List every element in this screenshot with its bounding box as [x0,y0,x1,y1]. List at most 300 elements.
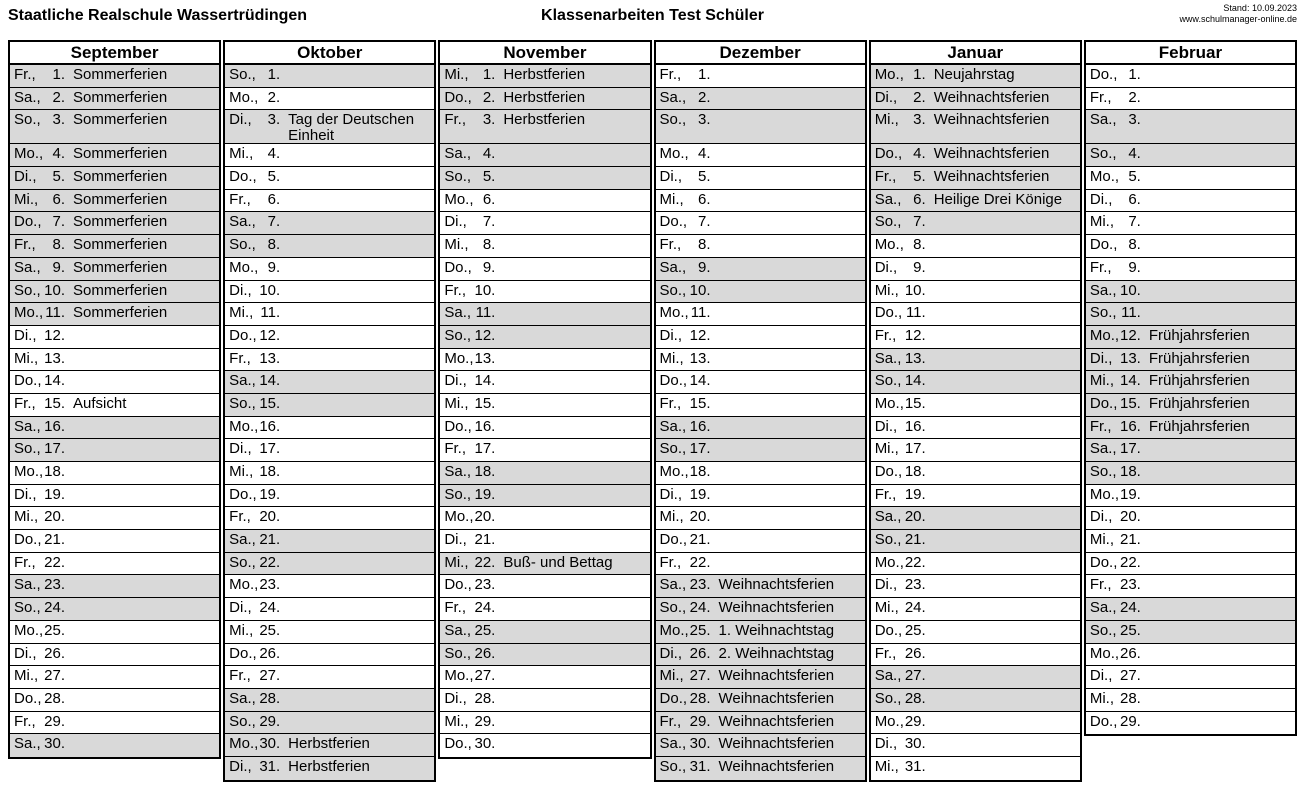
day-number: 19. [259,485,281,503]
day-number: 4. [267,145,281,163]
day-of-week: Di., [14,168,37,186]
day-number: 7. [913,213,926,231]
day-number: 2. [52,88,65,106]
day-number: 4. [913,145,926,163]
day-number: 26. [904,644,926,662]
day-number: 2. [482,88,496,106]
day-label: Weihnachtsferien [718,757,835,775]
day-cell [440,712,649,735]
day-number: 1. [52,66,65,83]
day-of-week: Mi., [14,508,39,526]
day-of-week: Do., [874,621,903,639]
day-label: Herbstferien [288,735,370,753]
day-cell [225,734,434,757]
day-of-week: Sa., [659,88,687,106]
day-number: 9. [913,258,926,276]
day-cell [440,235,649,258]
day-number: 19. [904,485,926,503]
day-number: 31. [259,757,281,775]
day-of-week: Fr., [874,485,897,503]
day-cell [440,303,649,326]
day-of-week: Mi., [444,66,469,83]
day-cell [1086,371,1295,394]
day-of-week: Fr., [444,281,467,299]
day-of-week: Fr., [1089,258,1112,276]
day-of-week: Mi., [1089,531,1115,549]
day-of-week: Do., [14,531,42,549]
day-number: 15. [44,394,65,412]
day-cell [440,144,649,167]
day-cell [656,734,865,757]
day-number: 25. [689,621,711,639]
day-of-week: Do., [14,213,42,231]
day-of-week: Sa., [874,349,902,367]
day-of-week: So., [229,712,256,730]
day-number: 5. [913,168,926,186]
day-cell [225,144,434,167]
day-of-week: Do., [229,168,257,186]
day-label: Weihnachtsferien [718,735,835,753]
day-of-week: Mi., [14,190,39,208]
day-of-week: Di., [874,417,898,435]
day-label: Sommerferien [73,88,168,106]
day-cell [440,349,649,372]
day-of-week: So., [14,281,41,299]
day-label: Sommerferien [73,145,168,163]
day-label: Herbstferien [503,111,586,129]
day-number: 28. [259,689,281,707]
day-number: 22. [474,553,496,571]
day-cell [1086,530,1295,553]
day-number: 23. [689,576,711,594]
day-number: 21. [474,531,496,549]
day-cell [871,371,1080,394]
day-of-week: Mi., [14,667,39,685]
day-of-week: Sa., [229,213,256,231]
day-number: 8. [267,236,281,254]
day-of-week: Do., [1089,394,1118,412]
day-cell [656,689,865,712]
month-column [654,40,867,782]
day-number: 1. [698,66,711,83]
day-number: 1. [913,66,926,83]
day-of-week: So., [14,599,41,617]
day-cell [656,65,865,88]
day-of-week: Sa., [659,258,687,276]
day-of-week: So., [14,440,41,458]
day-cell [440,190,649,213]
day-number: 8. [913,236,926,254]
day-number: 28. [44,689,65,707]
day-of-week: Di., [229,440,252,458]
day-of-week: Fr., [874,326,897,344]
day-number: 4. [1128,145,1141,163]
day-label: Neujahrstag [933,66,1015,83]
day-of-week: Di., [1089,190,1113,208]
day-cell [440,689,649,712]
day-number: 9. [267,258,281,276]
day-number: 18. [689,463,711,480]
day-cell [871,281,1080,304]
day-number: 24. [1120,599,1141,617]
day-cell [1086,167,1295,190]
day-of-week: Di., [874,735,898,753]
day-cell [225,507,434,530]
month-title: Februar [1086,42,1295,65]
day-number: 18. [1120,463,1141,480]
day-number: 10. [44,281,65,299]
day-cell [1086,326,1295,349]
day-number: 20. [474,508,496,526]
day-of-week: Mo., [14,145,44,163]
day-number: 12. [44,326,65,344]
day-cell [225,303,434,326]
day-label: Frühjahrsferien [1148,394,1250,412]
day-cell [656,439,865,462]
day-cell [225,65,434,88]
day-number: 25. [44,621,65,639]
day-of-week: Mo., [1089,485,1120,503]
day-number: 28. [689,689,711,707]
day-of-week: Mi., [229,145,254,163]
day-cell [1086,507,1295,530]
day-cell [1086,462,1295,485]
day-cell [440,734,649,757]
day-cell [440,598,649,621]
document-title: Klassenarbeiten Test Schüler [541,7,764,24]
day-number: 13. [474,349,496,367]
day-of-week: Do., [659,689,688,707]
day-cell [1086,235,1295,258]
day-label: Frühjahrsferien [1148,326,1250,344]
day-of-week: Sa., [229,689,256,707]
day-cell [10,553,219,576]
day-of-week: So., [444,326,472,344]
month-days [871,65,1080,780]
day-cell [10,575,219,598]
day-number: 3. [913,111,926,129]
day-number: 14. [1120,372,1141,390]
day-cell [225,666,434,689]
day-number: 20. [689,508,711,526]
day-cell [871,326,1080,349]
day-of-week: Fr., [659,553,682,571]
day-of-week: Sa., [1089,599,1117,617]
day-of-week: Mi., [874,111,899,129]
day-of-week: Fr., [874,644,897,662]
day-of-week: So., [444,168,472,186]
day-cell [871,621,1080,644]
day-number: 9. [1128,258,1141,276]
day-of-week: Do., [444,258,472,276]
day-number: 24. [904,599,926,617]
day-of-week: Mi., [874,440,899,458]
day-of-week: Mo., [14,463,44,480]
day-number: 24. [689,599,711,617]
day-number: 15. [474,394,496,412]
day-of-week: Sa., [874,508,902,526]
day-of-week: Do., [14,689,42,707]
day-of-week: Mo., [659,304,689,322]
day-number: 22. [259,553,281,571]
day-number: 20. [259,508,281,526]
day-number: 12. [904,326,926,344]
day-of-week: Mo., [444,190,474,208]
day-of-week: Mi., [874,757,899,775]
day-of-week: Fr., [1089,88,1112,106]
day-of-week: Mo., [874,394,904,412]
day-cell [225,598,434,621]
day-cell [871,757,1080,780]
day-of-week: Mo., [659,463,689,480]
day-cell [656,644,865,667]
day-number: 7. [267,213,281,231]
day-number: 19. [44,485,65,503]
day-number: 2. [913,88,926,106]
day-number: 19. [1120,485,1141,503]
day-number: 4. [698,145,711,163]
day-number: 23. [904,576,926,594]
day-number: 26. [259,644,281,662]
day-cell [440,371,649,394]
day-cell [440,485,649,508]
day-cell [656,190,865,213]
day-of-week: Di., [229,599,252,617]
day-of-week: Sa., [874,190,902,208]
day-cell [871,462,1080,485]
day-label: Weihnachtsferien [933,88,1050,106]
day-of-week: Sa., [14,417,41,435]
day-number: 31. [689,757,711,775]
day-number: 27. [904,667,926,685]
day-number: 13. [904,349,926,367]
day-of-week: Mi., [874,281,899,299]
day-of-week: Mo., [229,735,259,753]
day-number: 29. [904,712,926,730]
day-label: Weihnachtsferien [933,168,1050,186]
month-column [223,40,436,782]
day-label: Frühjahrsferien [1148,417,1250,435]
day-cell [656,598,865,621]
day-of-week: Di., [229,111,252,129]
day-cell [871,666,1080,689]
day-cell [10,258,219,281]
day-of-week: Fr., [14,394,36,412]
day-cell [10,88,219,111]
day-cell [10,507,219,530]
day-of-week: Sa., [14,735,41,753]
day-label: Weihnachtsferien [718,689,835,707]
day-of-week: Mi., [874,599,899,617]
day-of-week: Di., [229,281,252,299]
day-number: 14. [44,372,65,390]
day-of-week: So., [874,372,902,390]
day-cell [656,757,865,780]
day-of-week: Mo., [1089,326,1120,344]
day-of-week: Mi., [1089,213,1115,231]
day-cell [10,621,219,644]
day-number: 1. [267,66,281,83]
day-cell [225,575,434,598]
day-cell [10,644,219,667]
day-of-week: Do., [1089,66,1118,83]
day-cell [1086,621,1295,644]
day-of-week: So., [444,485,472,503]
day-label: 2. Weihnachtstag [718,644,835,662]
day-of-week: Fr., [659,66,682,83]
day-number: 8. [52,236,65,254]
day-of-week: Do., [229,644,257,662]
day-label: Weihnachtsferien [718,667,835,685]
website-url: www.schulmanager-online.de [1179,14,1297,24]
day-cell [656,530,865,553]
day-of-week: Do., [444,735,472,753]
day-label: Sommerferien [73,168,168,186]
day-number: 8. [698,236,711,254]
day-label: Weihnachtsferien [933,111,1050,129]
day-of-week: Sa., [229,372,256,390]
day-cell [225,110,434,144]
day-number: 18. [474,463,496,480]
day-label: Buß- und Bettag [503,553,613,571]
day-number: 16. [904,417,926,435]
day-of-week: Fr., [14,66,36,83]
day-of-week: Mi., [659,508,684,526]
day-of-week: Fr., [229,508,251,526]
day-of-week: Sa., [444,621,472,639]
day-number: 3. [482,111,496,129]
day-cell [10,689,219,712]
day-cell [1086,553,1295,576]
day-number: 15. [1120,394,1141,412]
day-label: Sommerferien [73,236,168,254]
day-of-week: Sa., [444,463,472,480]
day-number: 22. [689,553,711,571]
day-cell [440,110,649,144]
day-cell [871,303,1080,326]
day-cell [1086,144,1295,167]
day-of-week: Do., [874,463,903,480]
day-number: 27. [474,667,496,685]
day-number: 30. [474,735,496,753]
day-of-week: Fr., [659,394,682,412]
day-number: 21. [904,531,926,549]
day-cell [871,144,1080,167]
day-number: 17. [44,440,65,458]
day-of-week: Do., [659,531,688,549]
day-of-week: Do., [444,88,472,106]
day-of-week: So., [659,757,687,775]
day-cell [225,757,434,780]
day-cell [656,371,865,394]
day-of-week: Do., [1089,712,1118,730]
day-cell [10,212,219,235]
day-number: 29. [44,712,65,730]
day-of-week: Di., [14,326,37,344]
calendar [8,40,1297,782]
day-of-week: Mi., [1089,689,1115,707]
day-number: 5. [52,168,65,186]
day-number: 17. [904,440,926,458]
day-number: 8. [482,236,496,254]
day-of-week: Di., [1089,508,1113,526]
day-of-week: Do., [444,417,472,435]
page-meta [1179,3,1297,25]
day-cell [1086,644,1295,667]
day-cell [656,575,865,598]
day-of-week: Mo., [444,667,474,685]
day-cell [225,689,434,712]
day-number: 14. [259,372,281,390]
day-cell [871,598,1080,621]
day-number: 10. [689,281,711,299]
day-of-week: So., [874,213,902,231]
day-label: Herbstferien [503,88,586,106]
day-cell [656,349,865,372]
day-of-week: Fr., [1089,417,1112,435]
day-of-week: So., [1089,145,1117,163]
day-cell [871,734,1080,757]
day-cell [10,144,219,167]
day-cell [440,326,649,349]
day-cell [440,462,649,485]
day-number: 23. [1120,576,1141,594]
month-days [225,65,434,780]
day-of-week: So., [874,531,902,549]
day-number: 12. [474,326,496,344]
day-of-week: Fr., [14,236,36,254]
day-number: 12. [259,326,281,344]
day-of-week: Do., [874,304,903,322]
day-number: 20. [44,508,65,526]
day-of-week: Mo., [229,417,259,435]
day-cell [1086,303,1295,326]
day-of-week: Mo., [14,621,44,639]
day-of-week: Fr., [444,111,467,129]
day-cell [440,417,649,440]
day-of-week: Mo., [229,88,259,106]
day-cell [10,485,219,508]
day-cell [656,88,865,111]
day-number: 4. [52,145,65,163]
day-cell [440,439,649,462]
day-cell [871,88,1080,111]
day-of-week: So., [659,599,687,617]
day-number: 9. [698,258,711,276]
day-cell [871,212,1080,235]
day-number: 29. [474,712,496,730]
day-of-week: Di., [659,644,683,662]
day-of-week: Do., [659,213,688,231]
day-of-week: Di., [444,372,467,390]
day-cell [225,167,434,190]
day-cell [656,462,865,485]
day-number: 3. [1128,111,1141,129]
day-of-week: Mo., [1089,644,1120,662]
day-of-week: So., [1089,463,1117,480]
day-of-week: Mo., [229,258,259,276]
day-of-week: Di., [659,168,683,186]
day-cell [1086,258,1295,281]
day-number: 26. [689,644,711,662]
day-of-week: Mo., [874,553,904,571]
day-of-week: Do., [229,485,257,503]
day-cell [871,65,1080,88]
day-number: 13. [689,349,711,367]
day-number: 7. [1128,213,1141,231]
day-cell [871,689,1080,712]
day-of-week: Mo., [1089,168,1120,186]
